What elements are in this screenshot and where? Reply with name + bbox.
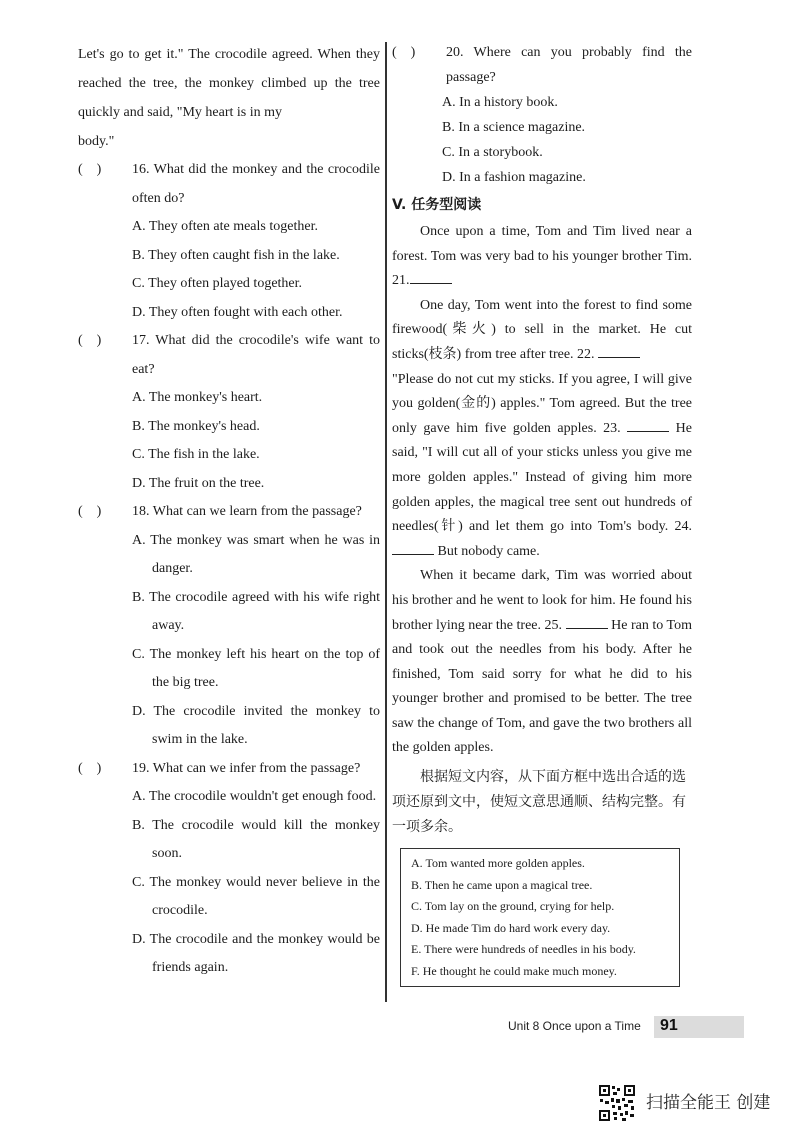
option-c: C. The fish in the lake. [132, 447, 260, 462]
right-column [392, 40, 692, 987]
box-option-c: C. Tom lay on the ground, crying for help. [411, 899, 615, 914]
box-option-a: A. Tom wanted more golden apples. [411, 856, 585, 871]
question-stem: 19. What can we infer from the passage? [132, 760, 361, 776]
passage-line: Let's go to get it." The crocodile agreed. When [78, 47, 351, 62]
blank-21[interactable] [410, 269, 452, 284]
blank-23[interactable] [627, 417, 669, 432]
box-option-b: B. Then he came upon a magical tree. [411, 877, 593, 892]
section-title: V. 任务型阅读 [392, 197, 482, 213]
reading-paragraph-1: Once upon a time, Tom and Tim lived near a forest. Tom was very bad to his younger brother Tim. 21. [392, 224, 692, 289]
column-divider [385, 42, 387, 1002]
reading-paragraph-2: One day, Tom went into the forest to find some firewood(柴火) to sell in the market. He cut sticks(枝条) from tree after tree. 22. [392, 297, 692, 362]
answer-bracket[interactable]: ( ) [78, 333, 102, 348]
option-d: D. The fruit on the tree. [132, 475, 265, 491]
passage-line: body." [78, 134, 115, 149]
option-c: C. The monkey would never believe in the crocodile. [132, 874, 380, 918]
passage-line: they reached the tree, the monkey climbed up [78, 47, 381, 91]
question-16 [78, 156, 380, 327]
instruction: 根据短文内容，从下面方框中选出合适的选项还原到文中，使短文意思通顺、结构完整。有一项多余。 [392, 769, 686, 836]
options-box [400, 848, 680, 987]
left-column [78, 40, 380, 983]
page-footer [508, 1016, 744, 1038]
qr-code-icon [598, 1084, 636, 1122]
question-18 [78, 498, 380, 755]
page-number: 91 [660, 1017, 678, 1034]
option-d: D. The crocodile invited the monkey to swim in the lake. [132, 703, 380, 747]
question-stem: 16. What did the monkey and the crocodile often do? [132, 162, 380, 206]
answer-bracket[interactable]: ( ) [392, 45, 416, 60]
question-stem: 17. What did the crocodile's wife want to eat? [132, 333, 380, 377]
option-b: B. The monkey's head. [132, 418, 260, 434]
unit-title: Unit 8 Once upon a Time [508, 1019, 641, 1033]
answer-bracket[interactable]: ( ) [78, 162, 102, 177]
option-c: C. They often played together. [132, 276, 303, 291]
passage-end [78, 40, 380, 156]
option-d: D. They often fought with each other. [132, 304, 343, 320]
option-b: B. The crocodile would kill the monkey soon. [132, 817, 380, 861]
option-d: D. In a fashion magazine. [442, 170, 586, 185]
answer-bracket[interactable]: ( ) [78, 504, 102, 519]
option-a: A. The monkey was smart when he was in danger. [132, 532, 380, 576]
option-b: B. They often caught fish in the lake. [132, 247, 340, 263]
question-19 [78, 755, 380, 983]
reading-paragraph-4: When it became dark, Tim was worried about his brother and he went to look for him. He found his brother lying near the tree. 25. He ran to Tom and took out the needles from his body. After he finished, Tom said sorry for what he did to his younger brother and promised to be better. The tree saw the change of Tom, and gave the two brothers all the golden apples. [392, 568, 692, 756]
option-a: A. The crocodile wouldn't get enough food. [132, 789, 377, 804]
box-option-e: E. There were hundreds of needles in his body. [411, 942, 636, 957]
option-c: C. The monkey left his heart on the top of the big tree. [132, 646, 380, 690]
answer-bracket[interactable]: ( ) [78, 760, 102, 776]
question-stem: 20. Where can you probably find the passage? [446, 45, 692, 85]
question-17 [78, 327, 380, 498]
option-a: A. They often ate meals together. [132, 219, 318, 234]
blank-24[interactable] [392, 540, 434, 555]
box-option-f: F. He thought he could make much money. [411, 963, 617, 978]
box-option-d: D. He made Tim do hard work every day. [411, 920, 611, 935]
option-a: A. The monkey's heart. [132, 390, 263, 405]
blank-25[interactable] [566, 614, 608, 629]
option-a: A. In a history book. [442, 95, 558, 110]
page-number-tab [654, 1016, 744, 1038]
passage-line: the tree quickly and said, "My heart is in my [78, 76, 380, 120]
question-stem: 18. What can we learn from the passage? [132, 504, 362, 519]
question-20 [392, 40, 692, 190]
option-b: B. The crocodile agreed with his wife right away. [132, 589, 380, 633]
option-c: C. In a storybook. [442, 145, 543, 160]
option-b: B. In a science magazine. [442, 120, 586, 135]
scanner-watermark [598, 1082, 788, 1122]
watermark-text: 扫描全能王 创建 [646, 1093, 771, 1113]
option-d: D. The crocodile and the monkey would be friends again. [132, 931, 380, 975]
blank-22[interactable] [598, 343, 640, 358]
reading-paragraph-3: "Please do not cut my sticks. If you agree, I will give you golden(金的) apples." Tom agreed. But the tree only gave him five golden apples. 23. He said, "I will cut all of your sticks unless you give me more golden apples." Instead of giving him more golden apples, the magical tree sent out hundreds of needles(针) and let them go into Tom's body. 24. But nobody came. [392, 371, 693, 559]
